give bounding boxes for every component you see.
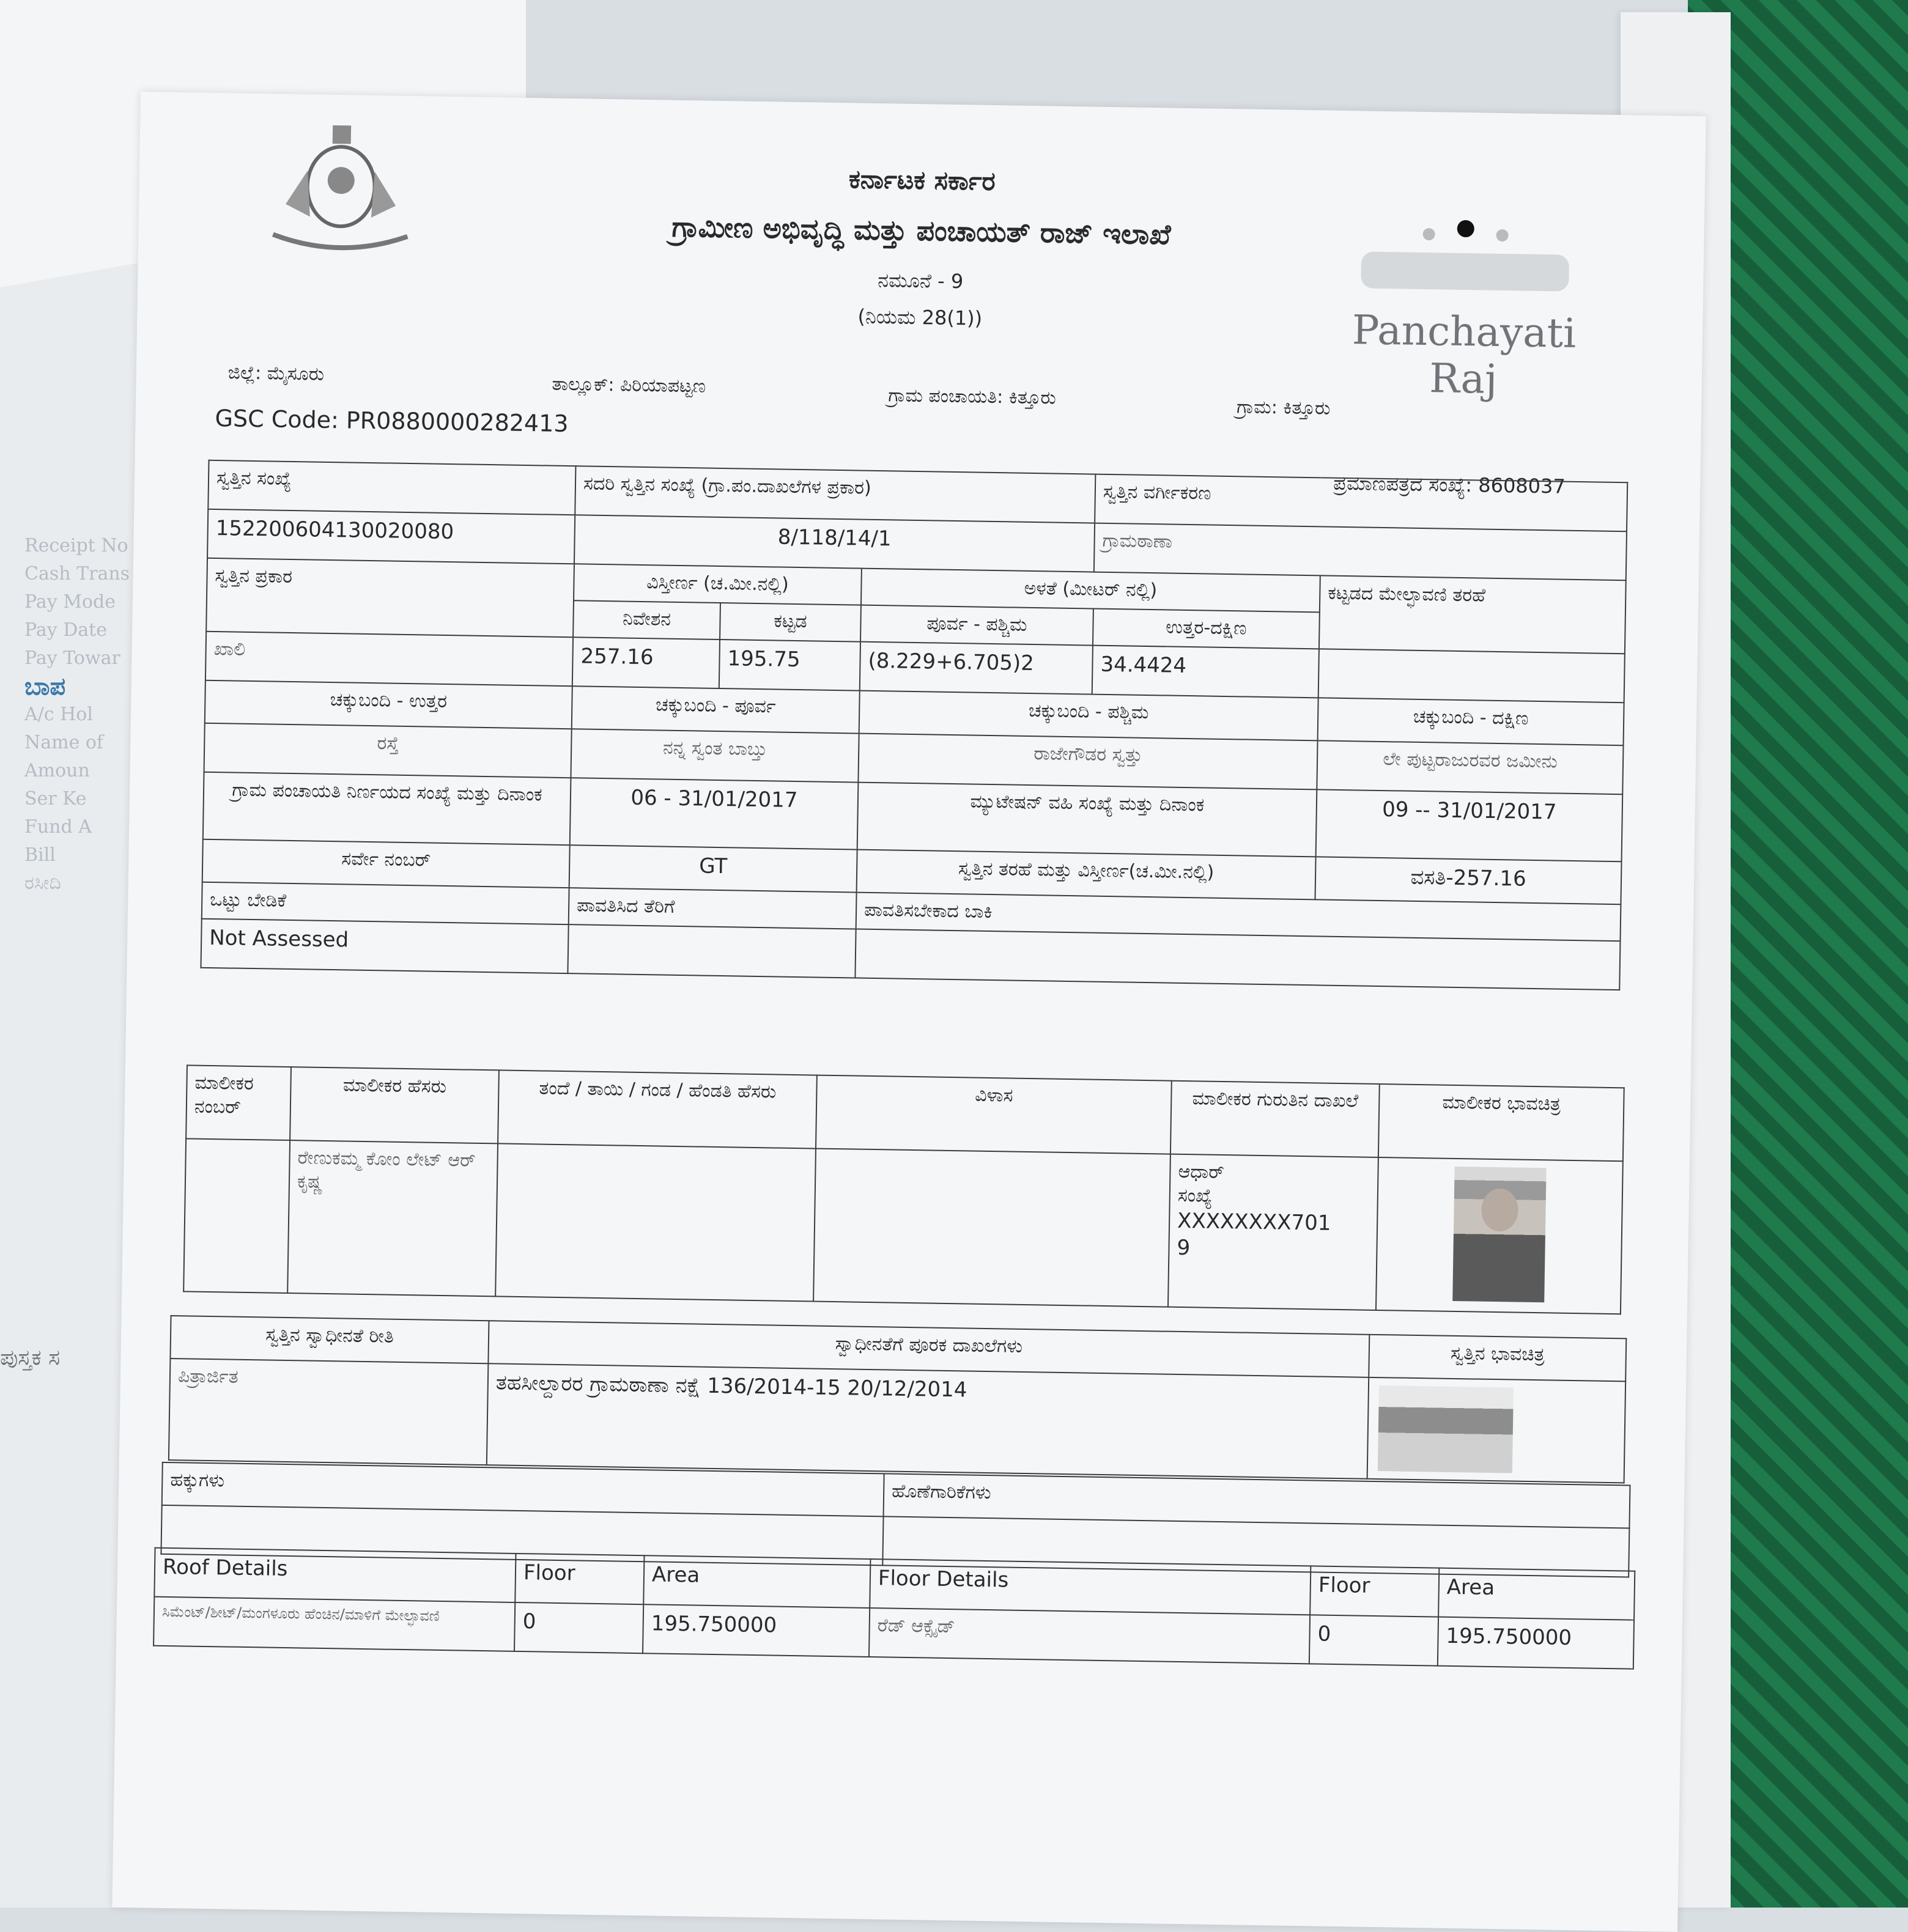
owner-photo-cell — [1376, 1157, 1623, 1314]
gp-resolution-label: ಗ್ರಾಮ ಪಂಚಾಯತಿ ನಿರ್ಣಯದ ಸಂಖ್ಯೆ ಮತ್ತು ದಿನಾಂಕ — [203, 772, 571, 845]
balance-label: ಪಾವತಿಸಬೇಕಾದ ಬಾಕಿ — [856, 893, 1621, 942]
receipt-line: Pay Towar — [24, 647, 120, 669]
owner-number-header: ಮಾಲೀಕರ ನಂಬರ್ — [186, 1065, 291, 1140]
total-demand-value: Not Assessed — [201, 919, 569, 973]
receipt-line: ರಸೀದಿ — [24, 872, 61, 894]
extent-label: ವಿಸ್ತೀರ್ಣ (ಚ.ಮೀ.ನಲ್ಲಿ) — [574, 564, 862, 605]
total-demand-label: ಒಟ್ಟು ಬೇಡಿಕೆ — [202, 882, 569, 924]
south-boundary-value: ಲೇ ಪುಟ್ಟರಾಜುರವರ ಜಮೀನು — [1317, 740, 1623, 794]
property-nature-label: ಸ್ವತ್ತಿನ ತರಹೆ ಮತ್ತು ವಿಸ್ತೀರ್ಣ(ಚ.ಮೀ.ನಲ್ಲಿ) — [857, 850, 1316, 900]
owner-relation — [495, 1143, 816, 1301]
owner-address — [813, 1149, 1170, 1307]
district: ಜಿಲ್ಲೆ: ಮೈಸೂರು — [227, 362, 325, 385]
village: ಗ್ರಾಮ: ಕಿತ್ತೂರು — [1236, 396, 1331, 419]
site-label: ನಿವೇಶನ — [573, 600, 720, 640]
site-value: 257.16 — [572, 637, 720, 688]
receipt-line: A/c Hol — [24, 704, 93, 725]
karnataka-emblem-icon — [248, 112, 434, 268]
possession-mode-value: ಪಿತ್ರಾರ್ಜಿತ — [169, 1359, 489, 1465]
mutation-label: ಮ್ಯುಟೇಷನ್ ವಹಿ ಸಂಖ್ಯೆ ಮತ್ತು ದಿನಾಂಕ — [857, 783, 1317, 857]
receipt-line: Pay Mode — [24, 591, 116, 613]
mutation-value: 09 -- 31/01/2017 — [1316, 789, 1623, 861]
aadhaar-number-end: 9 — [1177, 1236, 1191, 1261]
relation-header: ತಂದೆ / ತಾಯಿ / ಗಂಡ / ಹೆಂಡತಿ ಹೆಸರು — [498, 1070, 817, 1148]
roof-area-header: Area — [643, 1555, 870, 1608]
property-type-value: ಖಾಲಿ — [205, 632, 573, 686]
west-boundary-value: ರಾಜೇಗೌಡರ ಸ್ವತ್ತು — [858, 734, 1317, 790]
receipt-line: Ser Ke — [24, 788, 87, 809]
owner-photo-header: ಮಾಲೀಕರ ಭಾವಚಿತ್ರ — [1378, 1084, 1624, 1161]
north-boundary-value: ರಸ್ತೆ — [204, 723, 572, 778]
gram-panchayat: ಗ್ರಾಮ ಪಂಚಾಯತಿ: ಕಿತ್ತೂರು — [888, 385, 1057, 409]
form-number: ನಮೂನೆ - 9 — [878, 268, 964, 293]
owner-name: ರೇಣುಕಮ್ಮ ಕೋಂ ಲೇಟ್ ಆರ್ ಕೃಷ್ಣ — [287, 1140, 498, 1296]
east-west-label: ಪೂರ್ವ - ಪಶ್ಚಿಮ — [860, 605, 1093, 646]
roof-type-label: ಕಟ್ಟಡದ ಮೇಲ್ಛಾವಣಿ ತರಹೆ — [1319, 575, 1626, 654]
receipt-line: Fund A — [24, 816, 92, 838]
local-no-value: 8/118/14/1 — [574, 515, 1095, 572]
classification-label: ಸ್ವತ್ತಿನ ವರ್ಗೀಕರಣ — [1095, 474, 1627, 532]
tax-paid-value — [568, 924, 856, 978]
owner-photo — [1452, 1167, 1546, 1302]
building-label: ಕಟ್ಟಡ — [720, 603, 861, 642]
roof-details-header: Roof Details — [154, 1548, 516, 1602]
id-type-suffix: ಸಂಖ್ಯೆ — [1177, 1184, 1213, 1207]
measure-label: ಅಳತೆ (ಮೀಟರ್ ನಲ್ಲಿ) — [861, 569, 1320, 613]
margin-text: ಪುಸ್ತಕ ಸ — [0, 1345, 61, 1370]
receipt-brand: ಬಾಪ — [24, 672, 66, 701]
property-no-label: ಸ್ವತ್ತಿನ ಸಂಖ್ಯೆ — [208, 460, 575, 515]
roof-area-value: 195.750000 — [643, 1604, 870, 1657]
floor-area-header: Area — [1438, 1568, 1635, 1620]
south-boundary-label: ಚಕ್ಕುಬಂದಿ - ದಕ್ಷಿಣ — [1318, 698, 1624, 745]
floor-floor-header: Floor — [1310, 1566, 1439, 1617]
building-value: 195.75 — [719, 640, 860, 691]
roof-floor-value: 0 — [514, 1602, 643, 1653]
tax-paid-label: ಪಾವತಿಸಿದ ತೆರಿಗೆ — [569, 888, 857, 929]
address-header: ವಿಳಾಸ — [816, 1075, 1172, 1154]
property-type-label: ಸ್ವತ್ತಿನ ಪ್ರಕಾರ — [206, 558, 574, 637]
floor-floor-value: 0 — [1309, 1615, 1438, 1665]
owner-id-cell — [1168, 1154, 1378, 1310]
gsc-code: GSC Code: PR0880000282413 — [215, 404, 569, 438]
floor-details-header: Floor Details — [870, 1559, 1311, 1615]
property-no-value: 152200604130020080 — [207, 509, 575, 564]
receipt-line: Name of — [24, 732, 104, 753]
taluk: ತಾಲ್ಲೂಕ್: ಪಿರಿಯಾಪಟ್ಟಣ — [552, 373, 706, 397]
id-doc-header: ಮಾಲೀಕರ ಗುರುತಿನ ದಾಖಲೆ — [1170, 1081, 1380, 1157]
owner-table — [183, 1064, 1625, 1314]
owner-name-header: ಮಾಲೀಕರ ಹೆಸರು — [290, 1067, 499, 1143]
liabilities-label: ಹೊಣೆಗಾರಿಕೆಗಳು — [884, 1473, 1630, 1528]
east-boundary-value: ನನ್ನ ಸ್ವಂತ ಬಾಬ್ತು — [571, 729, 859, 782]
owner-number — [183, 1138, 290, 1293]
classification-value: ಗ್ರಾಮಠಾಣಾ — [1094, 523, 1627, 581]
govt-title: ಕರ್ನಾಟಕ ಸರ್ಕಾರ — [848, 164, 996, 196]
north-south-label: ಉತ್ತರ-ದಕ್ಷಿಣ — [1093, 609, 1320, 649]
aadhaar-number: XXXXXXXX701 — [1177, 1208, 1331, 1236]
receipt-line: Cash Trans — [24, 563, 130, 584]
possession-docs-label: ಸ್ವಾಧೀನತೆಗೆ ಪೂರಕ ದಾಖಲೆಗಳು — [488, 1321, 1369, 1377]
possession-table — [168, 1315, 1627, 1483]
department-title: ಗ್ರಾಮೀಣ ಅಭಿವೃದ್ಧಿ ಮತ್ತು ಪಂಚಾಯತ್ ರಾಜ್ ಇಲಾಖೆ — [671, 210, 1171, 251]
floor-area-value: 195.750000 — [1438, 1617, 1634, 1669]
survey-no-label: ಸರ್ವೇ ನಂಬರ್ — [202, 839, 570, 888]
form-9-document — [112, 92, 1706, 1932]
floor-type: ರೆಡ್ ಆಕ್ಸೈಡ್ — [869, 1608, 1310, 1664]
gp-resolution-value: 06 - 31/01/2017 — [570, 778, 859, 849]
north-boundary-label: ಚಕ್ಕುಬಂದಿ - ಉತ್ತರ — [205, 680, 572, 729]
survey-no-value: GT — [569, 845, 857, 892]
id-type: ಆಧಾರ್ — [1178, 1160, 1225, 1184]
certificate-number: ಪ್ರಮಾಣಪತ್ರದ ಸಂಖ್ಯೆ: 8608037 — [1333, 471, 1566, 498]
property-photo-cell — [1367, 1377, 1626, 1483]
property-photo — [1378, 1385, 1514, 1473]
receipt-line: Bill — [24, 844, 56, 866]
west-boundary-label: ಚಕ್ಕುಬಂದಿ - ಪಶ್ಚಿಮ — [859, 691, 1318, 741]
possession-mode-label: ಸ್ವತ್ತಿನ ಸ್ವಾಧೀನತೆ ರೀತಿ — [170, 1316, 489, 1363]
roof-floor-header: Floor — [515, 1554, 644, 1604]
logo-text: Panchayati Raj — [1352, 306, 1577, 403]
property-nature-value: ವಸತಿ-257.16 — [1315, 857, 1621, 904]
roof-type: ಸಿಮೆಂಟ್/ಶೀಟ್/ಮಂಗಳೂರು ಹೆಂಚಿನ/ಮಾಳಿಗೆ ಮೇಲ್ಛಾವಣಿ — [153, 1597, 515, 1651]
property-photo-label: ಸ್ವತ್ತಿನ ಭಾವಚಿತ್ರ — [1369, 1335, 1626, 1382]
east-west-value: (8.229+6.705)2 — [860, 642, 1093, 695]
receipt-line: Amoun — [24, 760, 90, 781]
receipt-line: Receipt No — [24, 535, 128, 556]
roof-type-value — [1318, 649, 1625, 702]
local-no-label: ಸದರಿ ಸ್ವತ್ತಿನ ಸಂಖ್ಯೆ (ಗ್ರಾ.ಪಂ.ದಾಖಲೆಗಳ ಪ್ರಕಾರ) — [575, 466, 1095, 523]
east-boundary-label: ಚಕ್ಕುಬಂದಿ - ಪೂರ್ವ — [572, 686, 860, 733]
north-south-value: 34.4424 — [1092, 646, 1319, 698]
rights-label: ಹಕ್ಕುಗಳು — [162, 1462, 884, 1517]
property-table — [200, 460, 1628, 990]
receipt-line: Pay Date — [24, 619, 107, 641]
rule-number: (ನಿಯಮ 28(1)) — [857, 304, 983, 330]
possession-docs-value: ತಹಸೀಲ್ದಾರರ ಗ್ರಾಮಠಾಣಾ ನಕ್ಷೆ 136/2014-15 20/12/2014 — [487, 1363, 1369, 1479]
